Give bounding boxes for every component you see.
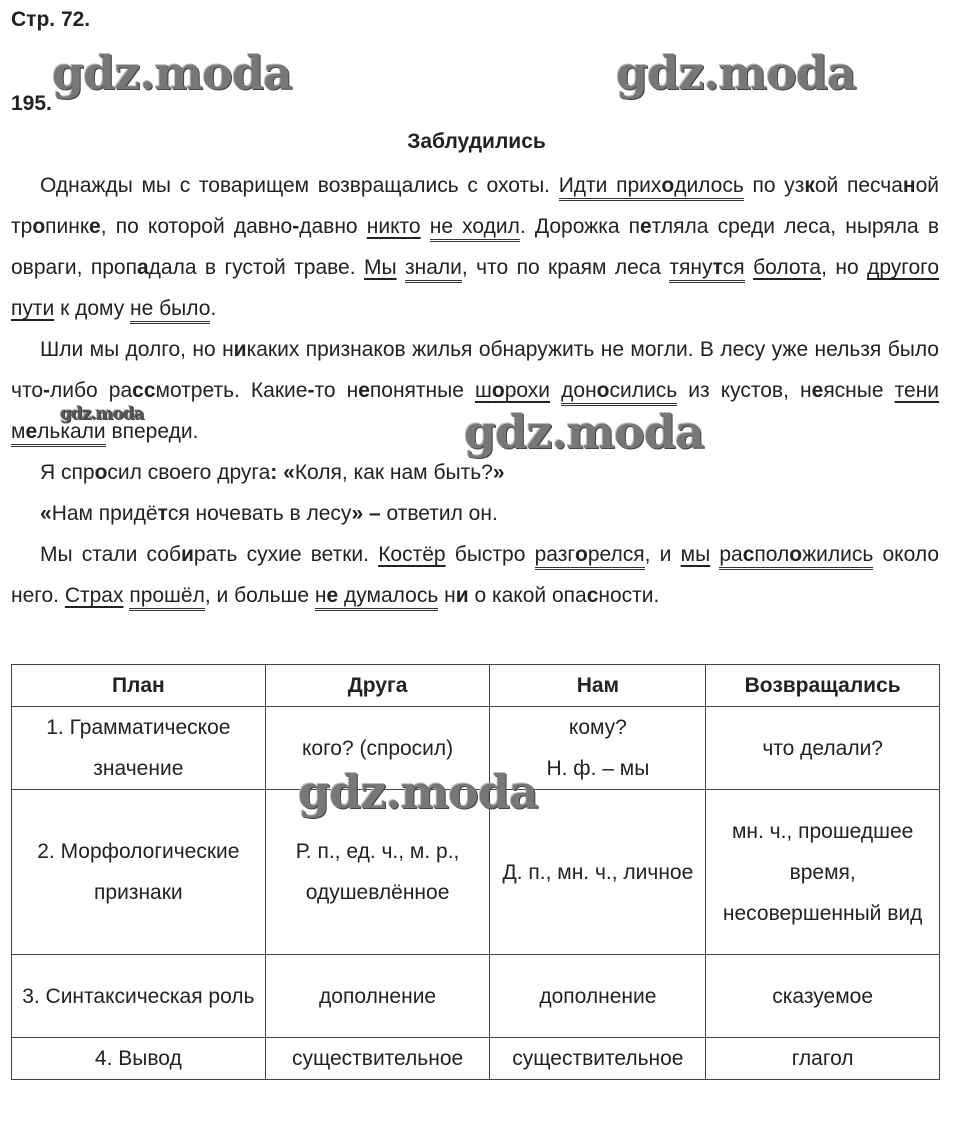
watermark: gdz.moda: [52, 46, 292, 100]
watermark: gdz.moda: [60, 404, 144, 424]
table-cell: дополнение: [265, 955, 490, 1038]
paragraph-5: Мы стали собирать сухие ветки. Костёр быстро разгорелся, и мы расположились около него. Страх прошёл, и больше не думалось ни о какой опасности.: [11, 534, 939, 616]
column-header: Возвращались: [706, 665, 940, 707]
watermark: gdz.moda: [616, 46, 856, 100]
paragraph-3: Я спросил своего друга: «Коля, как нам быть?»: [40, 461, 505, 484]
table-cell: кого? (спросил): [265, 707, 490, 790]
table-cell: дополнение: [490, 955, 706, 1038]
paragraph-2: Шли мы долго, но никаких признаков жилья обнаружить не могли. В лесу уже нельзя было что-либо рассмотреть. Какие-то непонятные шорохи доносились из кустов, неясные тени мелькали впереди.: [11, 329, 939, 452]
exercise-text: [11, 165, 939, 616]
table-cell: мн. ч., прошедшее время, несовершенный вид: [706, 790, 940, 955]
column-header: Нам: [490, 665, 706, 707]
page-reference: Стр. 72.: [11, 8, 91, 31]
table-cell: 4. Вывод: [12, 1038, 266, 1080]
table-cell: существительное: [265, 1038, 490, 1080]
table-cell: 1. Грамматическое значение: [12, 707, 266, 790]
table-cell: Д. п., мн. ч., личное: [490, 790, 706, 955]
table-cell: 3. Синтаксическая роль: [12, 955, 266, 1038]
table-cell: Р. п., ед. ч., м. р., одушевлённое: [265, 790, 490, 955]
column-header: План: [12, 665, 266, 707]
table-cell: глагол: [706, 1038, 940, 1080]
analysis-table: [11, 664, 940, 1080]
text-title: Заблудились: [407, 130, 546, 153]
table-cell: существительное: [490, 1038, 706, 1080]
paragraph-1: Однажды мы с товарищем возвращались с охоты. Идти приходилось по узкой песчаной тропинке, по которой давно-давно никто не ходил. Дорожка петляла среди леса, ныряла в овраги, пропадала в густой траве. Мы знали, что по краям леса тянутся болота, но другого пути к дому не было.: [11, 165, 939, 329]
paragraph-4: «Нам придётся ночевать в лесу» – ответил он.: [40, 502, 498, 525]
table-row: [12, 1038, 940, 1080]
table-cell: 2. Морфологические признаки: [12, 790, 266, 955]
table-cell: кому? Н. ф. – мы: [490, 707, 706, 790]
watermark: gdz.moda: [464, 405, 704, 459]
table-header-row: [12, 665, 940, 707]
table-cell: что делали?: [706, 707, 940, 790]
column-header: Друга: [265, 665, 490, 707]
watermark: gdz.moda: [298, 765, 538, 819]
subject-underline: Идти приходилось: [559, 174, 744, 201]
table-cell: сказуемое: [706, 955, 940, 1038]
task-number: 195.: [11, 92, 52, 115]
table-row: [12, 955, 940, 1038]
